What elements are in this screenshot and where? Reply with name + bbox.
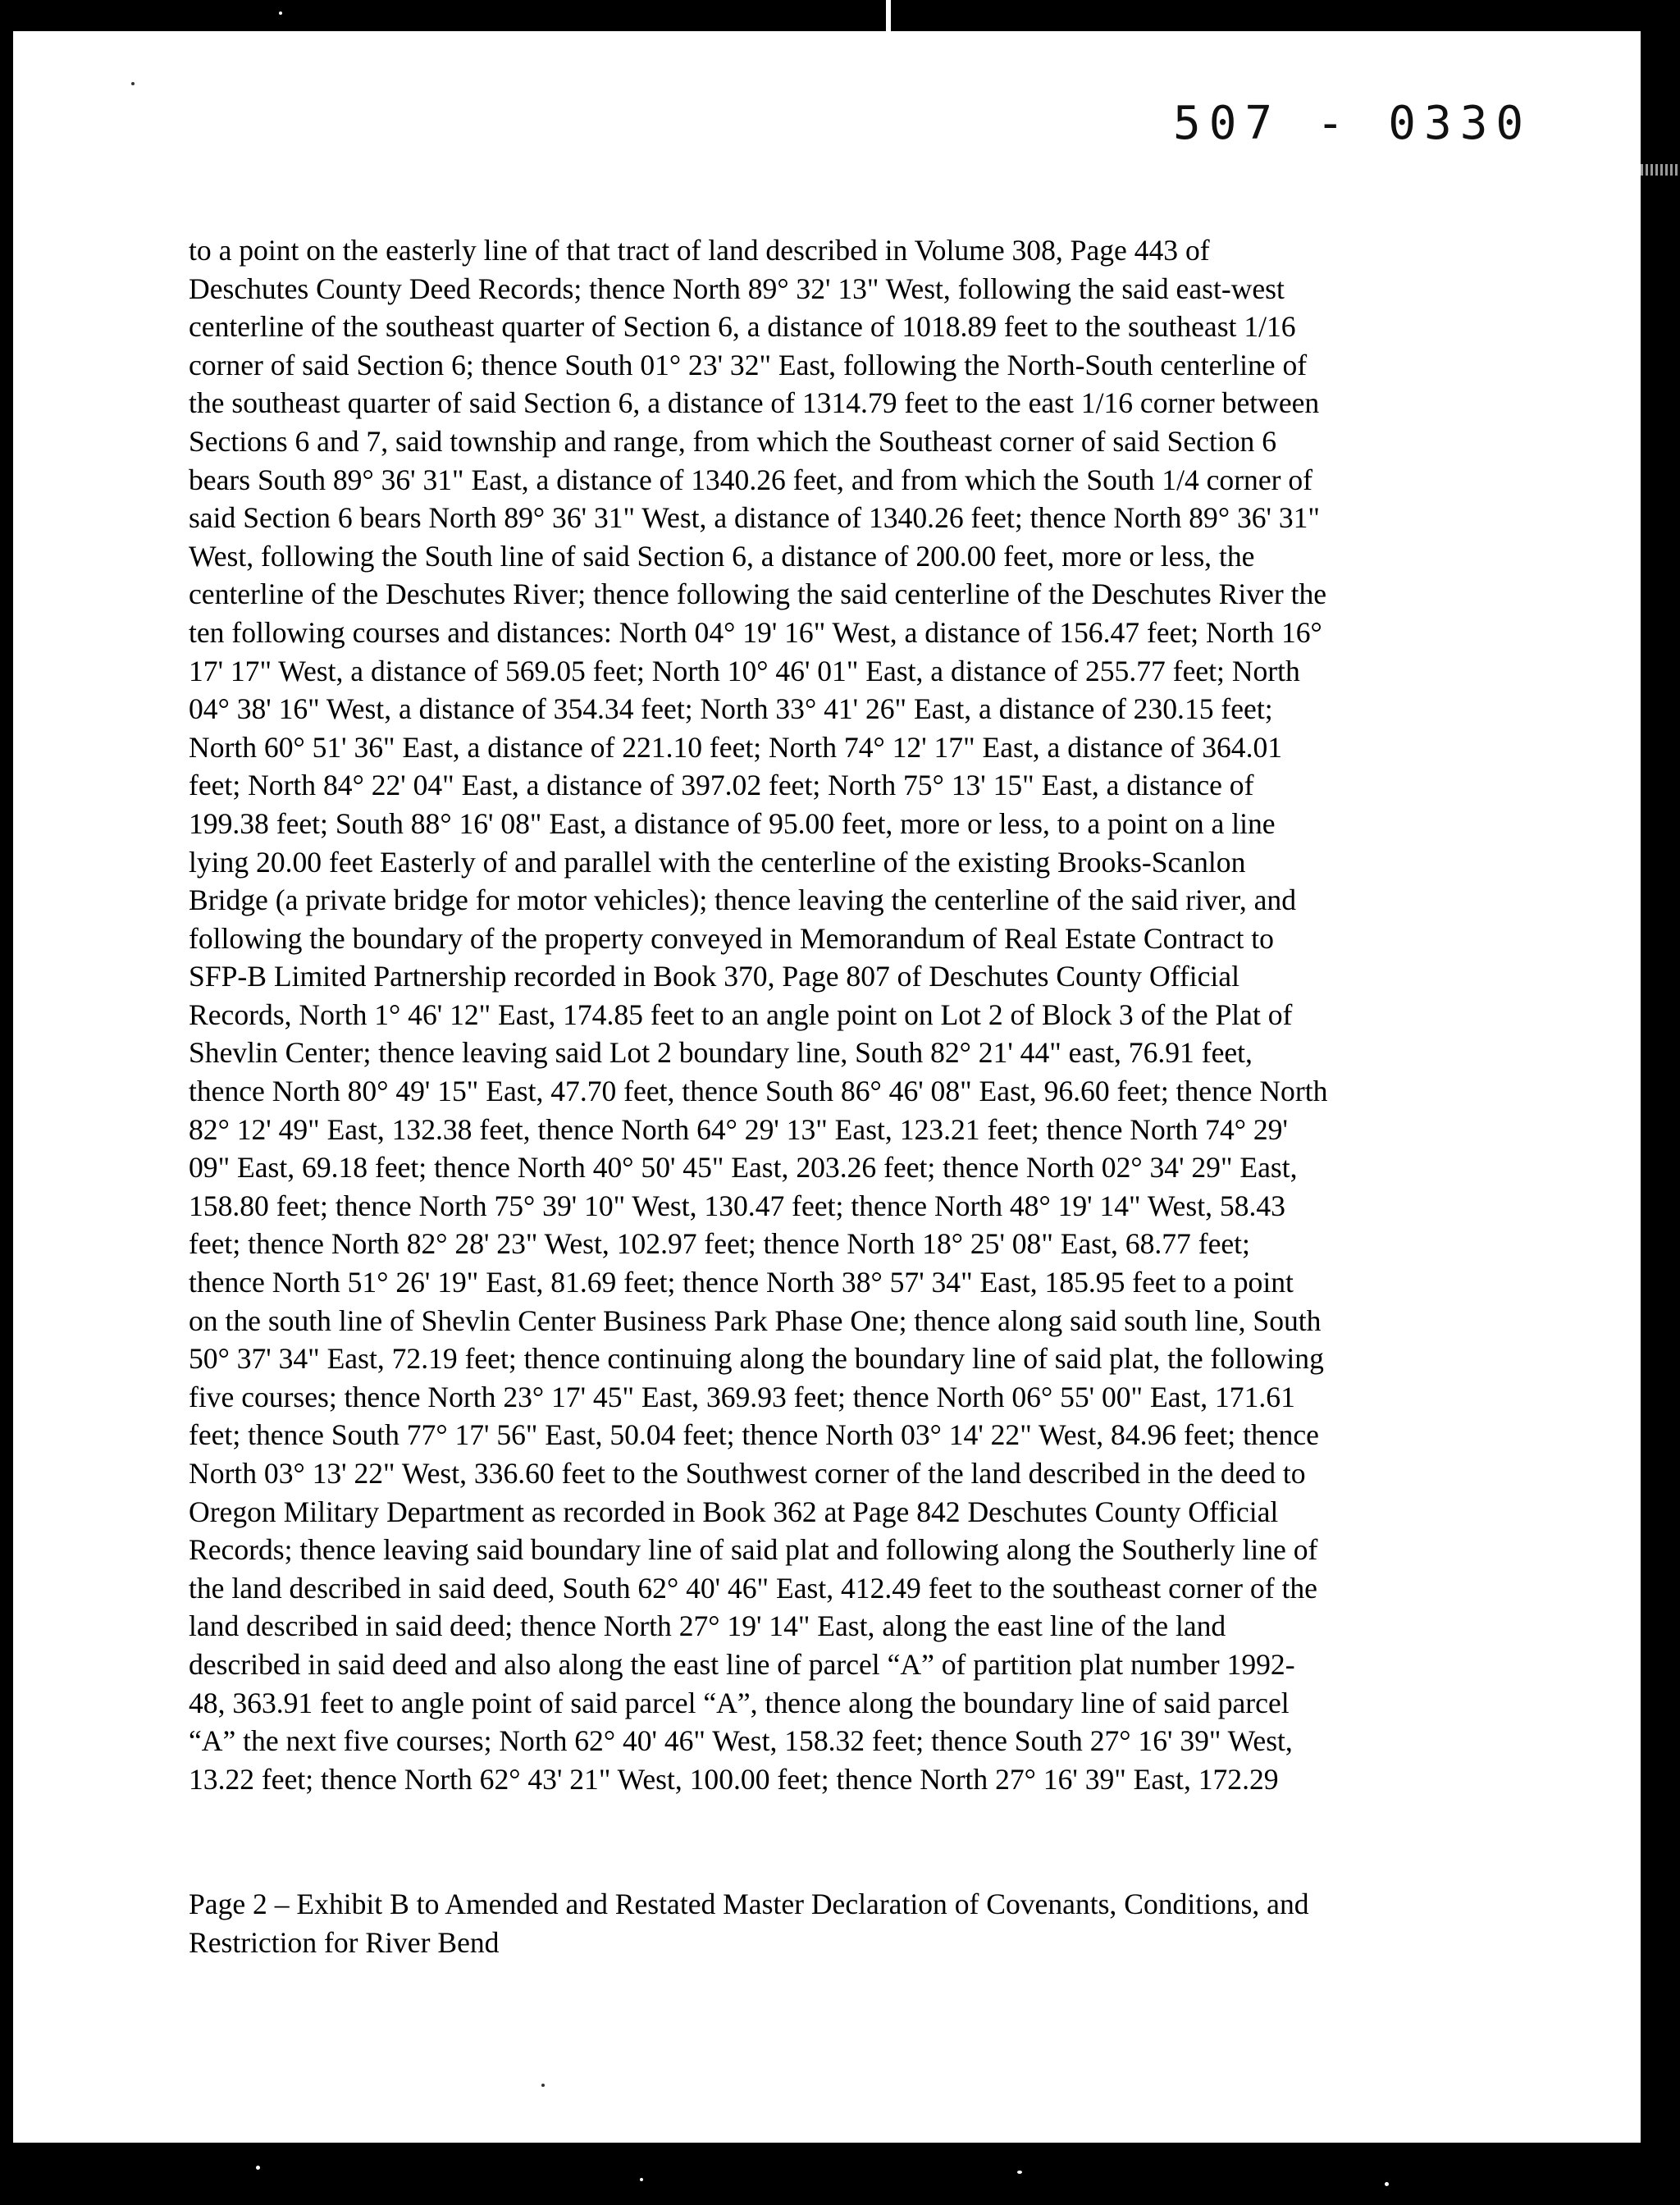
text-line: 13.22 feet; thence North 62° 43' 21" West, 100.00 feet; thence North 27° 16' 39" East, 172.29 xyxy=(189,1762,1279,1796)
page-number: 507 - 0330 xyxy=(1173,97,1532,150)
text-line: Deschutes County Deed Records; thence North 89° 32' 13" West, following the said east-west xyxy=(189,272,1285,305)
scan-border-left xyxy=(0,0,13,2205)
page-footer xyxy=(189,1885,1444,1961)
scan-dust xyxy=(131,82,135,85)
text-line: corner of said Section 6; thence South 01° 23' 32" East, following the North-South centerline of xyxy=(189,348,1308,381)
text-line: feet; thence South 77° 17' 56" East, 50.04 feet; thence North 03° 14' 22" West, 84.96 feet; thence xyxy=(189,1418,1319,1452)
text-line: Records; thence leaving said boundary line of said plat and following along the Southerly line of xyxy=(189,1533,1318,1567)
text-line: Shevlin Center; thence leaving said Lot 2 boundary line, South 82° 21' 44" east, 76.91 feet, xyxy=(189,1036,1253,1070)
text-line: said Section 6 bears North 89° 36' 31" West, a distance of 1340.26 feet; thence North 89° 36' 31" xyxy=(189,501,1320,535)
scan-dust xyxy=(541,2084,545,2087)
text-line: to a point on the easterly line of that tract of land described in Volume 308, Page 443 of xyxy=(189,234,1210,267)
text-line: 82° 12' 49" East, 132.38 feet, thence North 64° 29' 13" East, 123.21 feet; thence North 74° 29' xyxy=(189,1112,1288,1146)
text-line: 09" East, 69.18 feet; thence North 40° 50' 45" East, 203.26 feet; thence North 02° 34' 29" East, xyxy=(189,1151,1298,1185)
text-line: “A” the next five courses; North 62° 40' 46" West, 158.32 feet; thence South 27° 16' 39" West, xyxy=(189,1724,1293,1758)
scan-speck xyxy=(279,11,282,15)
scan-speck xyxy=(1017,2171,1022,2174)
text-line: North 03° 13' 22" West, 336.60 feet to the Southwest corner of the land described in the deed to xyxy=(189,1457,1306,1490)
text-line: 158.80 feet; thence North 75° 39' 10" West, 130.47 feet; thence North 48° 19' 14" West, 58.43 xyxy=(189,1189,1285,1222)
text-line: bears South 89° 36' 31" East, a distance of 1340.26 feet, and from which the South 1/4 corner of xyxy=(189,463,1313,496)
footer-line: Page 2 – Exhibit B to Amended and Restated Master Declaration of Covenants, Conditions, and xyxy=(189,1888,1309,1920)
footer-line: Restriction for River Bend xyxy=(189,1925,500,1959)
text-line: North 60° 51' 36" East, a distance of 221.10 feet; North 74° 12' 17" East, a distance of 364.01 xyxy=(189,730,1283,764)
text-line: Bridge (a private bridge for motor vehicles); thence leaving the centerline of the said river, and xyxy=(189,883,1297,917)
text-line: 199.38 feet; South 88° 16' 08" East, a distance of 95.00 feet, more or less, to a point on a line xyxy=(189,806,1276,840)
scan-speck xyxy=(1385,2182,1389,2186)
scan-edge-noise xyxy=(1641,164,1680,176)
text-line: the land described in said deed, South 62° 40' 46" East, 412.49 feet to the southeast corner of the xyxy=(189,1571,1317,1605)
text-line: following the boundary of the property conveyed in Memorandum of Real Estate Contract to xyxy=(189,921,1274,955)
legal-description-text xyxy=(189,231,1444,1798)
text-line: thence North 80° 49' 15" East, 47.70 feet, thence South 86° 46' 08" East, 96.60 feet; thence North xyxy=(189,1075,1328,1108)
text-line: West, following the South line of said Section 6, a distance of 200.00 feet, more or less, the xyxy=(189,539,1255,573)
text-line: Sections 6 and 7, said township and range, from which the Southeast corner of said Section 6 xyxy=(189,424,1276,458)
text-line: 17' 17" West, a distance of 569.05 feet; North 10° 46' 01" East, a distance of 255.77 feet; North xyxy=(189,654,1300,687)
scan-border-top xyxy=(0,0,1680,31)
text-line: described in said deed and also along the east line of parcel “A” of partition plat number 1992- xyxy=(189,1647,1295,1681)
scan-border-bottom xyxy=(0,2143,1680,2205)
scan-border-right xyxy=(1641,0,1680,2205)
text-line: Oregon Military Department as recorded in Book 362 at Page 842 Deschutes County Official xyxy=(189,1495,1279,1528)
text-line: lying 20.00 feet Easterly of and parallel with the centerline of the existing Brooks-Scanlon xyxy=(189,845,1246,879)
text-line: land described in said deed; thence North 27° 19' 14" East, along the east line of the land xyxy=(189,1609,1226,1643)
text-line: 50° 37' 34" East, 72.19 feet; thence continuing along the boundary line of said plat, the following xyxy=(189,1342,1324,1376)
text-line: feet; thence North 82° 28' 23" West, 102.97 feet; thence North 18° 25' 08" East, 68.77 feet; xyxy=(189,1227,1250,1261)
text-line: centerline of the Deschutes River; thence following the said centerline of the Deschutes River the xyxy=(189,578,1327,611)
scan-speck xyxy=(256,2166,260,2170)
scan-border-gap xyxy=(886,0,891,31)
text-line: 04° 38' 16" West, a distance of 354.34 feet; North 33° 41' 26" East, a distance of 230.15 feet; xyxy=(189,692,1273,726)
text-line: the southeast quarter of said Section 6, a distance of 1314.79 feet to the east 1/16 corner between xyxy=(189,386,1320,420)
text-line: feet; North 84° 22' 04" East, a distance of 397.02 feet; North 75° 13' 15" East, a distance of xyxy=(189,769,1254,802)
text-line: thence North 51° 26' 19" East, 81.69 feet; thence North 38° 57' 34" East, 185.95 feet to a point xyxy=(189,1266,1294,1299)
scan-speck xyxy=(640,2178,643,2181)
text-line: 48, 363.91 feet to angle point of said parcel “A”, thence along the boundary line of said parcel xyxy=(189,1686,1290,1719)
text-line: five courses; thence North 23° 17' 45" East, 369.93 feet; thence North 06° 55' 00" East, 171.61 xyxy=(189,1380,1295,1413)
text-line: centerline of the southeast quarter of Section 6, a distance of 1018.89 feet to the southeast 1/16 xyxy=(189,310,1296,344)
text-line: ten following courses and distances: North 04° 19' 16" West, a distance of 156.47 feet; North 16° xyxy=(189,615,1322,649)
text-line: on the south line of Shevlin Center Business Park Phase One; thence along said south line, South xyxy=(189,1303,1322,1337)
text-line: SFP-B Limited Partnership recorded in Book 370, Page 807 of Deschutes County Official xyxy=(189,960,1239,993)
text-line: Records, North 1° 46' 12" East, 174.85 feet to an angle point on Lot 2 of Block 3 of the Plat of xyxy=(189,998,1293,1031)
